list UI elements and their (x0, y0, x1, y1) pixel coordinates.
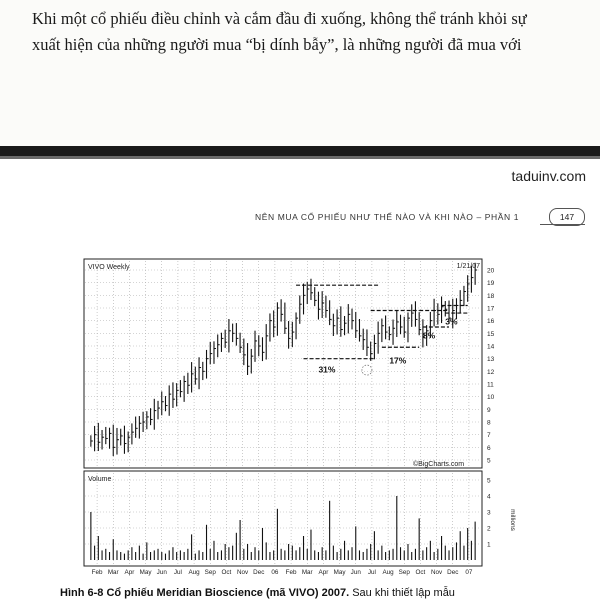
top-paragraph (32, 6, 572, 58)
caption-rest: Sau khi thiết lập mẫu (349, 587, 455, 599)
price-tick-label: 18 (487, 292, 495, 300)
price-tick-label: 6 (487, 444, 491, 452)
volume-panel-frame (84, 471, 482, 566)
month-tick-label: Nov (430, 569, 443, 576)
price-tick-label: 5 (487, 457, 491, 465)
month-tick-label: Feb (91, 569, 103, 576)
price-panel-frame (84, 259, 482, 468)
stock-chart (83, 258, 519, 578)
page-number: 147 (549, 208, 585, 226)
price-tick-label: 8 (487, 419, 491, 427)
caption-bold: Hình 6-8 Cổ phiếu Meridian Bioscience (mã VIVO) 2007. (60, 587, 350, 599)
month-tick-label: Apr (318, 569, 329, 576)
month-tick-label: 06 (271, 569, 279, 576)
previous-page-scan (0, 0, 600, 150)
page-number-underline (540, 224, 585, 225)
running-header: NÊN MUA CỔ PHIẾU NHƯ THẾ NÀO VÀ KHI NÀO – PHẦN 1 (255, 212, 520, 222)
month-tick-label: Mar (301, 569, 313, 576)
chart-source: ©BigCharts.com (413, 461, 465, 468)
price-tick-label: 11 (487, 381, 494, 389)
month-tick-label: Sep (398, 569, 410, 576)
price-tick-label: 19 (487, 280, 495, 288)
chart-svg (83, 258, 519, 578)
chart-date: 1/21/07 (456, 263, 480, 270)
top-paragraph-line-1: Khi một cổ phiếu điều chỉnh và cắm đầu đi xuống, không thể tránh khỏi sự (32, 9, 527, 28)
month-tick-label: 07 (465, 569, 473, 576)
annotation-8-label: 8% (422, 330, 436, 341)
price-tick-label: 17 (487, 305, 495, 313)
price-tick-label: 10 (487, 394, 495, 402)
month-tick-label: May (333, 569, 346, 576)
price-tick-label: 20 (487, 267, 495, 275)
volume-tick-label: 2 (487, 525, 491, 533)
month-tick-label: Mar (107, 569, 119, 576)
price-tick-label: 9 (487, 406, 491, 414)
price-tick-label: 16 (487, 318, 495, 326)
annotation-3-label: 3% (445, 316, 458, 327)
month-tick-label: Feb (285, 569, 297, 576)
chart-title: VIVO Weekly (88, 264, 130, 271)
month-tick-label: Sep (204, 569, 216, 576)
annotation-17-label: 17% (389, 355, 407, 366)
volume-tick-label: 1 (487, 541, 491, 549)
volume-tick-label: 5 (487, 477, 491, 485)
volume-tick-label: 4 (487, 493, 491, 501)
month-tick-label: Jul (367, 569, 376, 576)
price-tick-label: 13 (487, 356, 495, 364)
month-tick-label: Aug (382, 569, 394, 576)
month-tick-label: Jun (156, 569, 167, 576)
month-tick-label: Oct (415, 569, 426, 576)
month-tick-label: Dec (253, 569, 265, 576)
price-tick-label: 12 (487, 368, 495, 376)
month-tick-label: Jun (350, 569, 361, 576)
annotation-31-label: 31% (318, 364, 336, 375)
volume-label: Volume (88, 476, 112, 483)
figure-caption (60, 587, 455, 599)
price-tick-label: 15 (487, 330, 495, 338)
volume-tick-label: 3 (487, 509, 491, 517)
price-tick-label: 7 (487, 432, 491, 440)
watermark: taduinv.com (511, 168, 586, 184)
month-tick-label: Aug (188, 569, 200, 576)
volume-unit-label: millions (509, 509, 516, 531)
month-tick-label: May (139, 569, 152, 576)
month-tick-label: Oct (221, 569, 232, 576)
month-tick-label: Nov (236, 569, 249, 576)
month-tick-label: Jul (173, 569, 182, 576)
page-gutter-shadow (0, 156, 600, 159)
top-paragraph-line-2: xuất hiện của những người mua “bị dính bẫy”, là những người đã mua với (32, 35, 522, 54)
month-tick-label: Dec (447, 569, 459, 576)
price-tick-label: 14 (487, 343, 495, 351)
month-tick-label: Apr (124, 569, 135, 576)
